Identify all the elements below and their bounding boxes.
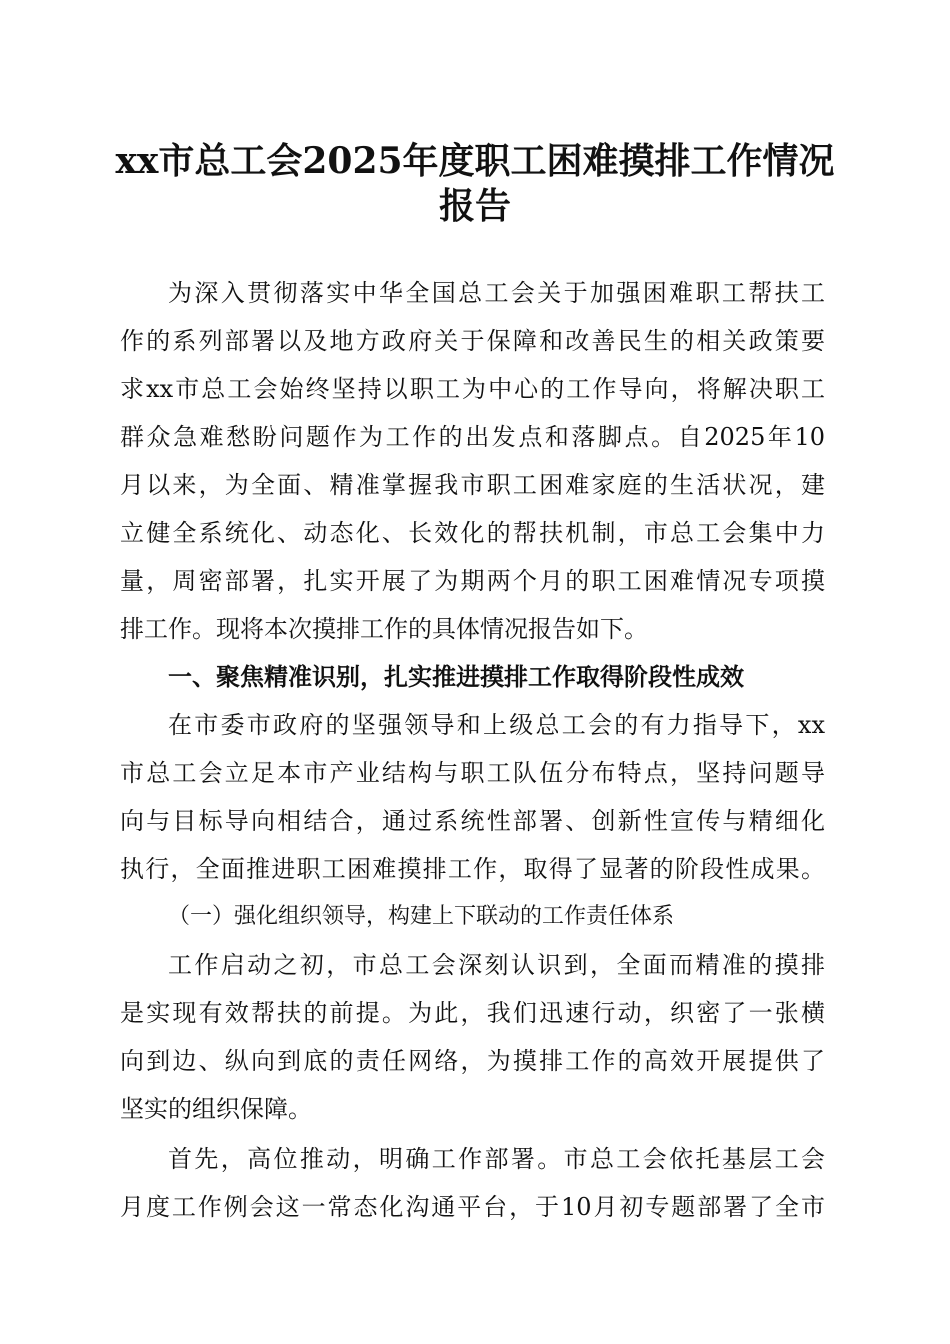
intro-line: 群众急难愁盼问题作为工作的出发点和落脚点。自2025年10 — [120, 423, 825, 451]
document-title-line-2: 报告 — [438, 185, 511, 227]
section-line: 向与目标导向相结合，通过系统性部署、创新性宣传与精细化 — [120, 807, 825, 835]
intro-line: 求xx市总工会始终坚持以职工为中心的工作导向，将解决职工 — [120, 375, 825, 403]
intro-line: 作的系列部署以及地方政府关于保障和改善民生的相关政策要 — [120, 327, 825, 355]
section-line: 执行，全面推进职工困难摸排工作，取得了显著的阶段性成果。 — [120, 855, 825, 883]
intro-line: 为深入贯彻落实中华全国总工会关于加强困难职工帮扶工 — [168, 279, 825, 307]
subsection-line: 向到边、纵向到底的责任网络，为摸排工作的高效开展提供了 — [120, 1047, 825, 1075]
subsection-heading: （一）强化组织领导，构建上下联动的工作责任体系 — [168, 904, 675, 929]
section-line: 市总工会立足本市产业结构与职工队伍分布特点，坚持问题导 — [120, 759, 825, 787]
subsection-line: 工作启动之初，市总工会深刻认识到，全面而精准的摸排 — [168, 951, 825, 979]
section-line: 在市委市政府的坚强领导和上级总工会的有力指导下，xx — [168, 711, 825, 739]
intro-line: 立健全系统化、动态化、长效化的帮扶机制，市总工会集中力 — [120, 519, 825, 547]
intro-line: 量，周密部署，扎实开展了为期两个月的职工困难情况专项摸 — [120, 567, 825, 595]
subsection-line: 是实现有效帮扶的前提。为此，我们迅速行动，织密了一张横 — [120, 999, 825, 1027]
paragraph-line: 月度工作例会这一常态化沟通平台，于10月初专题部署了全市 — [120, 1193, 825, 1221]
subsection-line: 坚实的组织保障。 — [120, 1095, 312, 1123]
intro-line: 排工作。现将本次摸排工作的具体情况报告如下。 — [120, 615, 648, 643]
section-heading: 一、聚焦精准识别，扎实推进摸排工作取得阶段性成效 — [168, 663, 744, 691]
paragraph-line: 首先，高位推动，明确工作部署。市总工会依托基层工会 — [168, 1145, 825, 1173]
intro-line: 月以来，为全面、精准掌握我市职工困难家庭的生活状况，建 — [120, 471, 825, 499]
document-title-line-1: xx市总工会2025年度职工困难摸排工作情况 — [115, 140, 835, 182]
